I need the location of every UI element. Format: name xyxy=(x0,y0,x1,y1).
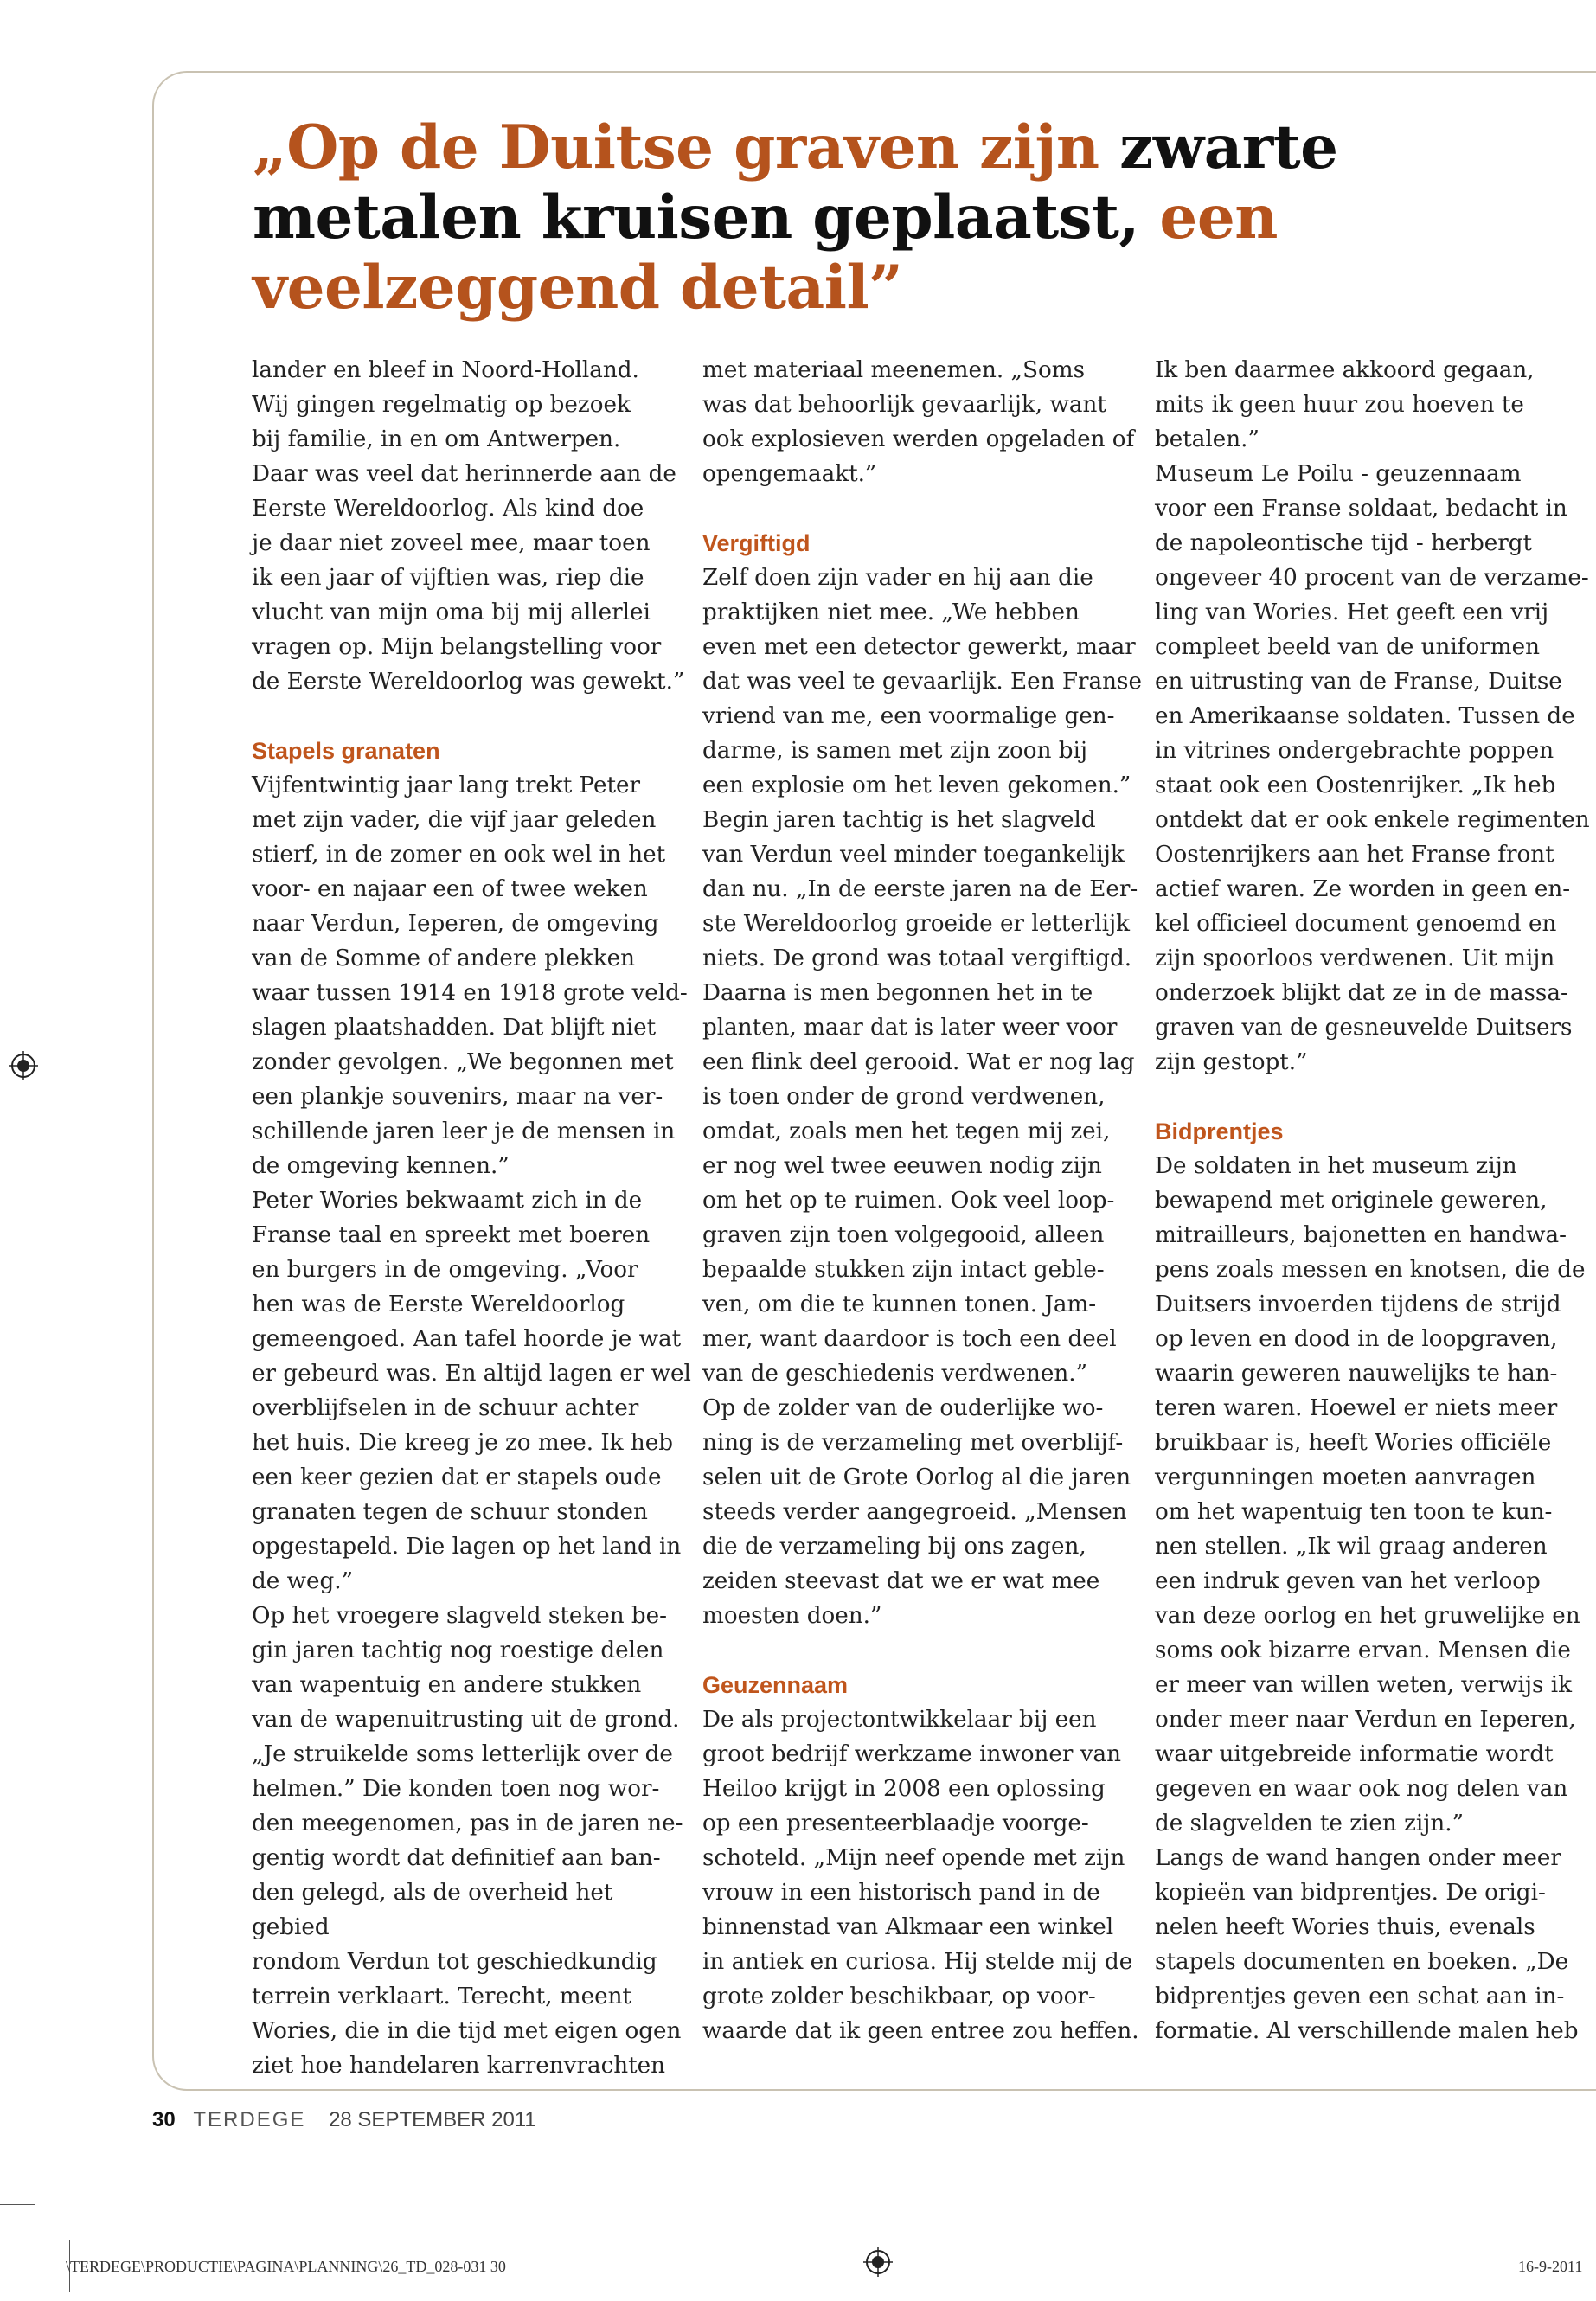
subheading-stapels-granaten: Stapels granaten xyxy=(252,738,440,764)
magazine-name: TERDEGE xyxy=(193,2108,306,2131)
article-column-2 xyxy=(702,353,1144,2048)
paragraph: lander en bleef in Noord-Holland. Wij gingen regelmatig op bezoek bij familie, in en om Antwerpen. Daar was veel dat herinnerde aan de Eerste Wereldoorlog. Als kind doe je daar niet zoveel mee, maar toen ik een jaar of vijftien was, riep die vlucht van mijn oma bij mij allerlei vragen op. Mijn belangstelling voor de Eerste Wereldoorlog was gewekt.” xyxy=(252,357,685,695)
headline-part-1: „Op de Duitse graven zijn xyxy=(253,112,1120,183)
registration-mark-icon xyxy=(863,2247,893,2277)
subheading-geuzennaam: Geuzennaam xyxy=(702,1672,849,1698)
crop-mark xyxy=(0,2204,35,2205)
paragraph: De als projectontwikkelaar bij een groot bedrijf werkzame inwoner van Heiloo krijgt in 2008 een oplossing op een presenteerblaadje voorge- schoteld. „Mijn neef opende met zijn vrouw in een historisch pand in de binnenstad van Alkmaar een winkel in antiek en curiosa. Hij stelde mij de grote zolder beschikbaar, op voor- waarde dat ik geen entree zou heffen. xyxy=(702,1707,1139,2044)
page-footer xyxy=(152,2108,536,2132)
headline-part-2: zwarte metalen kruisen geplaatst, xyxy=(253,112,1338,253)
headline xyxy=(253,112,1567,323)
page-number: 30 xyxy=(152,2108,176,2131)
paragraph: Vijfentwintig jaar lang trekt Peter met zijn vader, die vijf jaar geleden stierf, in de zomer en ook wel in het voor- en najaar een of twee weken naar Verdun, Ieperen, de omgeving van de Somme of andere plekken waar tussen 1914 en 1918 grote veld- slagen plaatshadden. Dat blijft niet zonder gevolgen. „We begonnen met een plankje souvenirs, maar na ver- schillende jaren leer je de mensen in de omgeving kennen.” Peter Wories bekwaamt zich in de Franse taal en spreekt met boeren en burgers in de omgeving. „Voor hen was de Eerste Wereldoorlog gemeengoed. Aan tafel hoorde je wat er gebeurd was. En altijd lagen er wel overblijfselen in de schuur achter het huis. Die kreeg je zo mee. Ik heb een keer gezien dat er stapels oude granaten tegen de schuur stonden opgestapeld. Die lagen op het land in de weg.” Op het vroegere slagveld steken be- gin jaren tachtig nog roestige delen van wapentuig en andere stukken van de wapenuitrusting uit de grond. „Je struikelde soms letterlijk over de helmen.” Die konden toen nog wor- den meegenomen, pas in de jaren ne- gentig wordt dat definitief aan ban- den gelegd, als de overheid het gebied rondom Verdun tot geschiedkundig terrein verklaart. Terecht, meent Wories, die in die tijd met eigen ogen ziet hoe handelaren karrenvrachten xyxy=(252,772,691,2079)
subheading-bidprentjes: Bidprentjes xyxy=(1155,1118,1284,1144)
registration-mark-icon xyxy=(9,1051,38,1080)
print-slug-path: \TERDEGE\PRODUCTIE\PAGINA\PLANNING\26_TD_028-031 30 xyxy=(66,2258,506,2275)
headline-part-3: een veelzeggend detail” xyxy=(253,183,1278,323)
paragraph: Ik ben daarmee akkoord gegaan, mits ik geen huur zou hoeven te betalen.” Museum Le Poilu - geuzennaam voor een Franse soldaat, bedacht in de napoleontische tijd - herbergt ongeveer 40 procent van de verzame- ling van Wories. Het geeft een vrij compleet beeld van de uniformen en uitrusting van de Franse, Duitse en Amerikaanse soldaten. Tussen de in vitrines ondergebrachte poppen staat ook een Oostenrijker. „Ik heb ontdekt dat er ook enkele regimenten Oostenrijkers aan het Franse front actief waren. Ze worden in geen en- kel officieel document genoemd en zijn spoorloos verdwenen. Uit mijn onderzoek blijkt dat ze in de massa- graven van de gesneuvelde Duitsers zijn gestopt.” xyxy=(1155,357,1590,1075)
subheading-vergiftigd: Vergiftigd xyxy=(702,530,811,556)
issue-date: 28 SEPTEMBER 2011 xyxy=(329,2108,536,2131)
print-slug-date: 16-9-2011 xyxy=(1518,2258,1583,2275)
article-column-3 xyxy=(1155,353,1596,2048)
article-column-1 xyxy=(252,353,693,2083)
paragraph: De soldaten in het museum zijn bewapend met originele geweren, mitrailleurs, bajonetten en handwa- pens zoals messen en knotsen, die de Duitsers invoerden tijdens de strijd op leven en dood in de loopgraven, waarin geweren nauwelijks te han- teren waren. Hoewel er niets meer bruikbaar is, heeft Wories officiële vergunningen moeten aanvragen om het wapentuig ten toon te kun- nen stellen. „Ik wil graag anderen een indruk geven van het verloop van deze oorlog en het gruwelijke en soms ook bizarre ervan. Mensen die er meer van willen weten, verwijs ik onder meer naar Verdun en Ieperen, waar uitgebreide informatie wordt gegeven en waar ook nog delen van de slagvelden te zien zijn.” Langs de wand hangen onder meer kopieën van bidprentjes. De origi- nelen heeft Wories thuis, evenals stapels documenten en boeken. „De bidprentjes geven een schat aan in- formatie. Al verschillende malen heb xyxy=(1155,1153,1586,2044)
paragraph: met materiaal meenemen. „Soms was dat behoorlijk gevaarlijk, want ook explosieven werden opgeladen of opengemaakt.” xyxy=(702,357,1135,487)
paragraph: Zelf doen zijn vader en hij aan die praktijken niet mee. „We hebben even met een detector gewerkt, maar dat was veel te gevaarlijk. Een Franse vriend van me, een voormalige gen- darme, is samen met zijn zoon bij een explosie om het leven gekomen.” Begin jaren tachtig is het slagveld van Verdun veel minder toegankelijk dan nu. „In de eerste jaren na de Eer- ste Wereldoorlog groeide er letterlijk niets. De grond was totaal vergiftigd. Daarna is men begonnen het in te planten, maar dat is later weer voor een flink deel gerooid. Wat er nog lag is toen onder de grond verdwenen, omdat, zoals men het tegen mij zei, er nog wel twee eeuwen nodig zijn om het op te ruimen. Ook veel loop- graven zijn toen volgegooid, alleen bepaalde stukken zijn intact geble- ven, om die te kunnen tonen. Jam- mer, want daardoor is toch een deel van de geschiedenis verdwenen.” Op de zolder van de ouderlijke wo- ning is de verzameling met overblijf- selen uit de Grote Oorlog al die jaren steeds verder aangegroeid. „Mensen die de verzameling bij ons zagen, zeiden steevast dat we er wat mee moesten doen.” xyxy=(702,565,1142,1629)
